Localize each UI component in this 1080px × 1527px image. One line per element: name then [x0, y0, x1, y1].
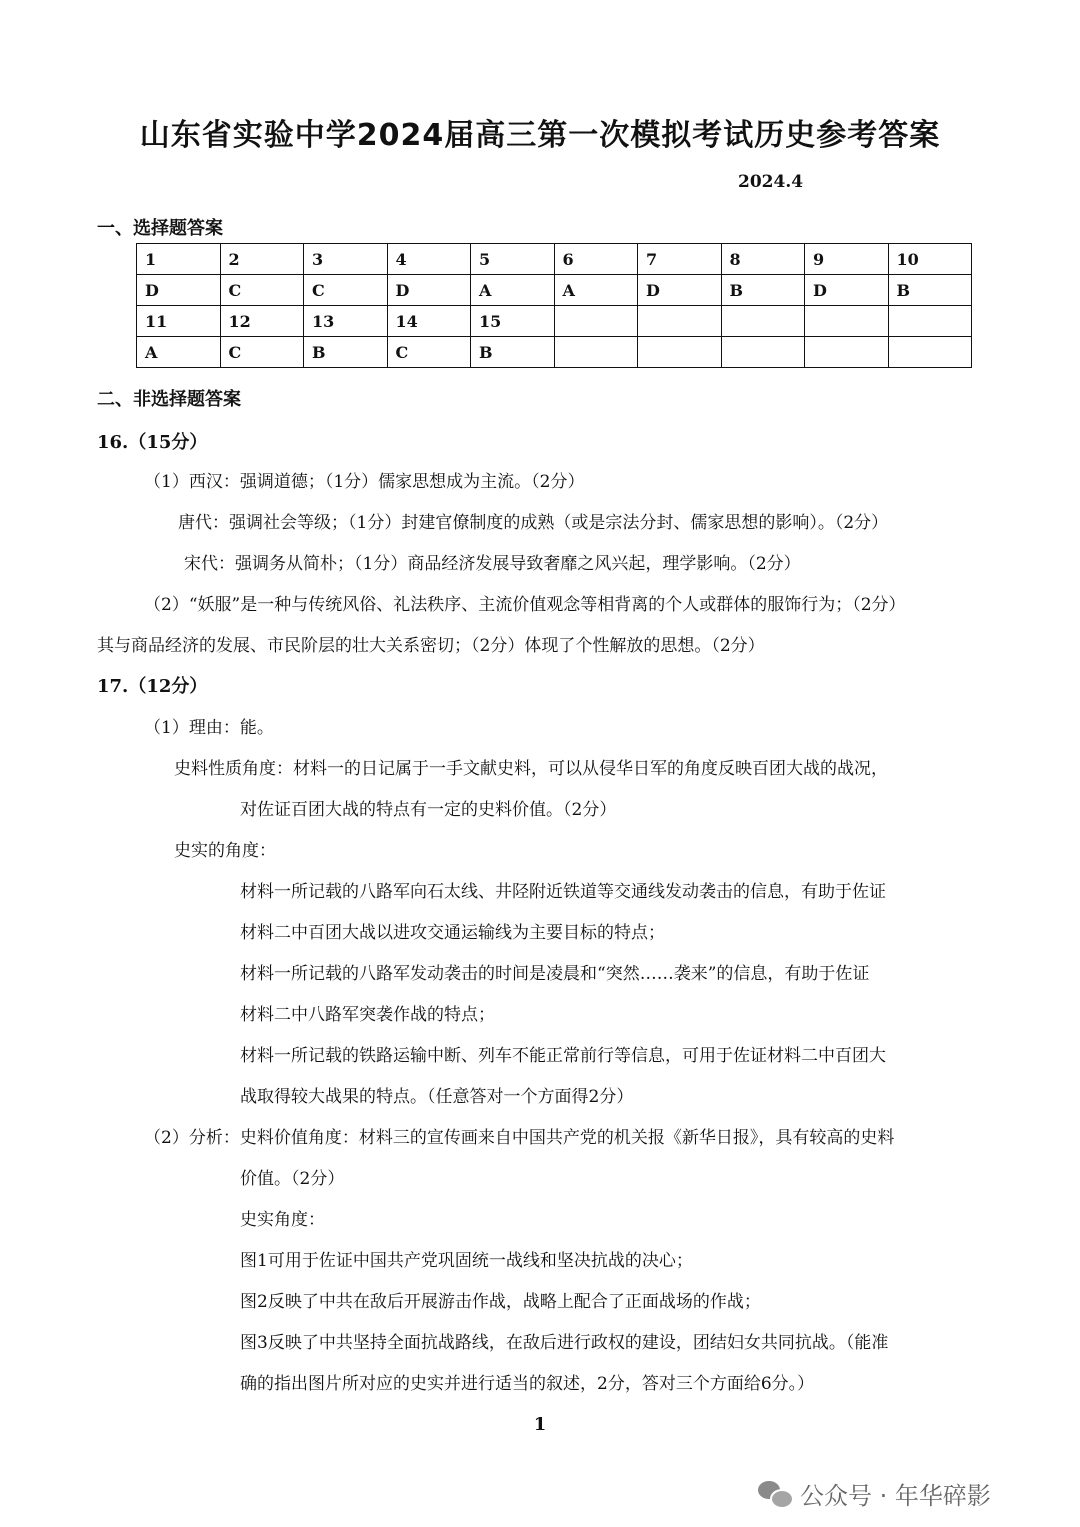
table-cell: 4 [387, 244, 471, 275]
table-cell [554, 306, 638, 337]
table-cell: 7 [638, 244, 722, 275]
table-cell: D [137, 275, 221, 306]
q17-line-5: 材料一所记载的八路军向石太线、井陉附近铁道等交通线发动袭击的信息，有助于佐证 [240, 882, 886, 902]
table-cell [638, 337, 722, 368]
table-cell: C [220, 275, 304, 306]
wechat-icon [758, 1479, 792, 1509]
q17-line-15: 图2反映了中共在敌后开展游击作战，战略上配合了正面战场的作战； [240, 1292, 761, 1312]
table-cell [721, 337, 805, 368]
table-cell: B [721, 275, 805, 306]
table-cell: 6 [554, 244, 638, 275]
question-17-heading: 17.（12分） [97, 676, 208, 697]
q17-line-8: 材料二中八路军突袭作战的特点； [240, 1005, 495, 1025]
q16-line-4: （2）“妖服”是一种与传统风俗、礼法秩序、主流价值观念等相背离的个人或群体的服饰行为；（2分） [144, 595, 906, 615]
q17-line-9: 材料一所记载的铁路运输中断、列车不能正常前行等信息，可用于佐证材料二中百团大 [240, 1046, 886, 1066]
table-cell: 13 [304, 306, 388, 337]
table-cell: 10 [888, 244, 972, 275]
q17-line-2: 史料性质角度：材料一的日记属于一手文献史料，可以从侵华日军的角度反映百团大战的战况， [174, 759, 888, 779]
q16-line-1: （1）西汉：强调道德；（1分）儒家思想成为主流。（2分） [144, 472, 585, 492]
table-cell: A [137, 337, 221, 368]
q17-line-6: 材料二中百团大战以进攻交通运输线为主要目标的特点； [240, 923, 665, 943]
q17-line-7: 材料一所记载的八路军发动袭击的时间是凌晨和“突然……袭来”的信息，有助于佐证 [240, 964, 870, 984]
q17-line-4: 史实的角度： [174, 841, 276, 861]
table-row [137, 337, 972, 368]
table-cell [888, 337, 972, 368]
table-row [137, 306, 972, 337]
table-cell [721, 306, 805, 337]
table-cell: 9 [805, 244, 889, 275]
section-heading-choice: 一、选择题答案 [97, 218, 223, 239]
q17-line-13: 史实角度： [240, 1210, 325, 1230]
table-cell: 15 [471, 306, 555, 337]
table-cell [554, 337, 638, 368]
q16-line-3: 宋代：强调务从简朴；（1分）商品经济发展导致奢靡之风兴起，理学影响。（2分） [184, 554, 801, 574]
table-cell: C [304, 275, 388, 306]
section-heading-nonchoice: 二、非选择题答案 [97, 389, 241, 410]
table-cell: 2 [220, 244, 304, 275]
table-cell: C [220, 337, 304, 368]
page-number: 1 [533, 1414, 547, 1435]
table-cell: A [471, 275, 555, 306]
table-cell: C [387, 337, 471, 368]
table-cell [888, 306, 972, 337]
table-cell: B [304, 337, 388, 368]
table-cell [805, 306, 889, 337]
table-cell: 5 [471, 244, 555, 275]
table-cell: D [805, 275, 889, 306]
answer-table [136, 243, 972, 368]
table-cell: D [638, 275, 722, 306]
q17-line-14: 图1可用于佐证中国共产党巩固统一战线和坚决抗战的决心； [240, 1251, 693, 1271]
table-cell: 8 [721, 244, 805, 275]
q16-line-5: 其与商品经济的发展、市民阶层的壮大关系密切；（2分）体现了个性解放的思想。（2分） [97, 636, 765, 656]
table-cell: B [888, 275, 972, 306]
table-cell: A [554, 275, 638, 306]
q17-line-11: （2）分析：史料价值角度：材料三的宣传画来自中国共产党的机关报《新华日报》，具有较高的史料 [144, 1128, 895, 1148]
q17-line-1: （1）理由：能。 [144, 718, 274, 738]
table-cell: 14 [387, 306, 471, 337]
watermark [758, 1476, 991, 1511]
q17-line-3: 对佐证百团大战的特点有一定的史料价值。（2分） [240, 800, 617, 820]
table-row [137, 244, 972, 275]
table-cell: 11 [137, 306, 221, 337]
q17-line-12: 价值。（2分） [240, 1169, 345, 1189]
table-cell [805, 337, 889, 368]
q16-line-2: 唐代：强调社会等级；（1分）封建官僚制度的成熟（或是宗法分封、儒家思想的影响）。（2分） [178, 513, 889, 533]
table-cell: 1 [137, 244, 221, 275]
exam-date: 2024.4 [738, 172, 804, 192]
table-cell: D [387, 275, 471, 306]
q17-line-16: 图3反映了中共坚持全面抗战路线，在敌后进行政权的建设，团结妇女共同抗战。（能准 [240, 1333, 889, 1353]
table-cell [638, 306, 722, 337]
watermark-text: 公众号 · 年华碎影 [800, 1482, 991, 1510]
table-row [137, 275, 972, 306]
table-cell: B [471, 337, 555, 368]
q17-line-17: 确的指出图片所对应的史实并进行适当的叙述，2分，答对三个方面给6分。） [240, 1374, 815, 1394]
table-cell: 3 [304, 244, 388, 275]
table-cell: 12 [220, 306, 304, 337]
question-16-heading: 16.（15分） [97, 432, 208, 453]
page-title: 山东省实验中学2024届高三第一次模拟考试历史参考答案 [139, 118, 941, 153]
q17-line-10: 战取得较大战果的特点。（任意答对一个方面得2分） [240, 1087, 634, 1107]
